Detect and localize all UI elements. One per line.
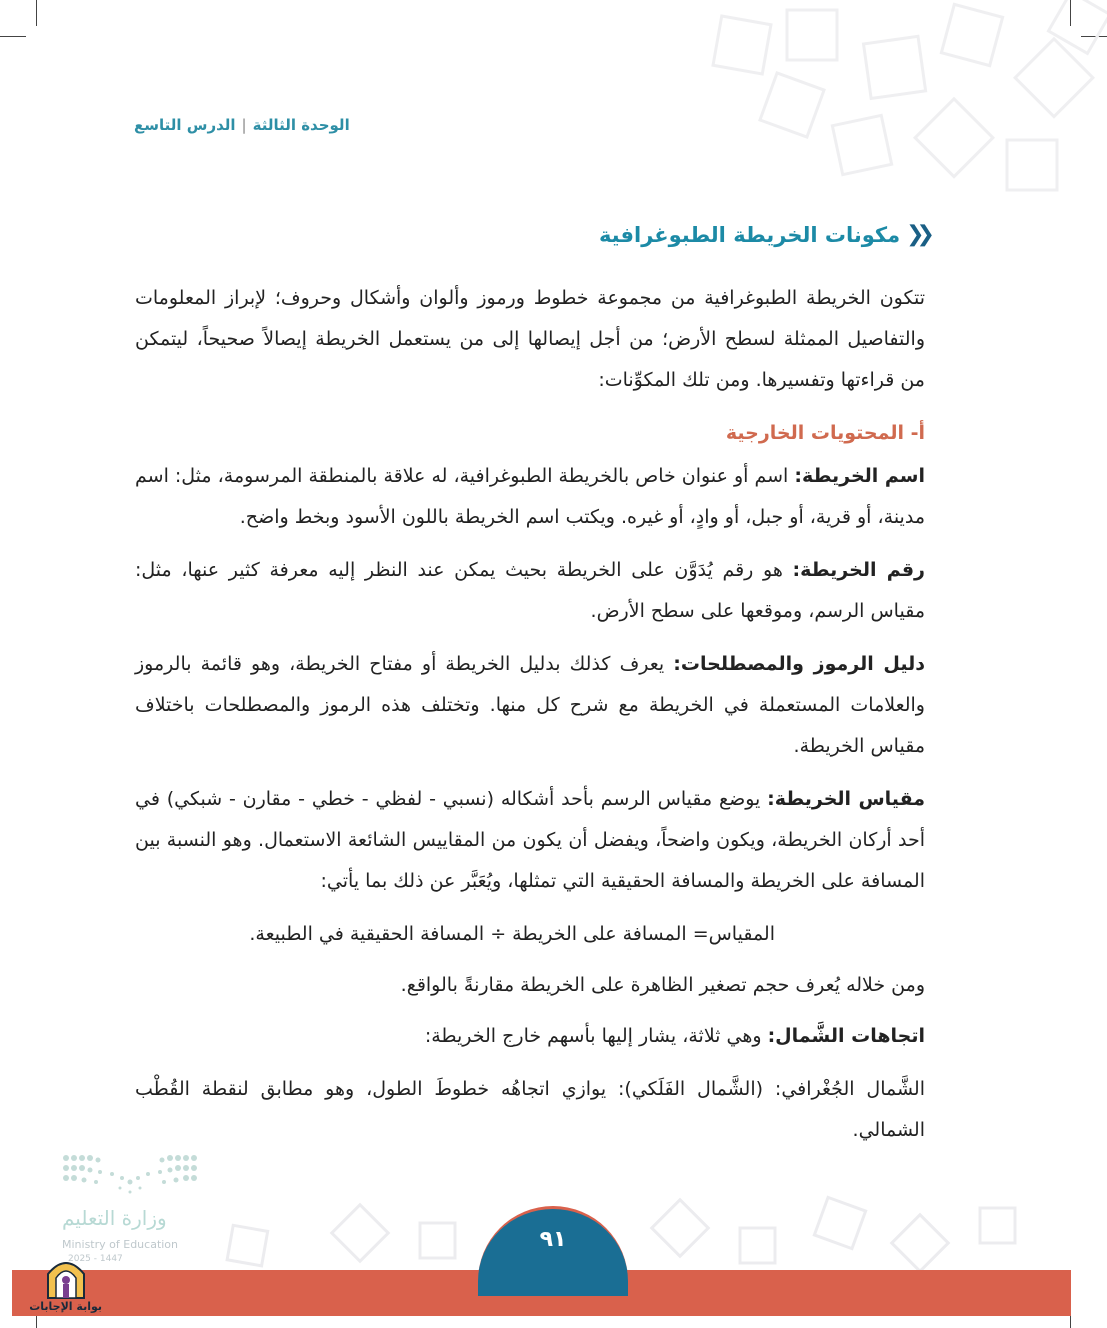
ministry-arabic-name: وزارة التعليم xyxy=(62,1206,167,1230)
text-map-name: اسم أو عنوان خاص بالخريطة الطبوغرافية، له علاقة بالمنطقة المرسومة، مثل: اسم مدينة، أو قرية، أو جبل، أو وادٍ، أو غيره. ويكتب اسم الخريطة باللون الأسود وبخط واضح. xyxy=(135,465,925,528)
item-map-name xyxy=(135,456,925,538)
answers-portal-logo xyxy=(30,1256,102,1320)
text-map-scale: يوضع مقياس الرسم بأحد أشكاله (نسبي - لفظي - خطي - مقارن - شبكي) في أحد أركان الخريطة، ويكون واضحاً، ويفضل أن يكون من المقاييس الشائعة الاستعمال. وهو النسبة بين المسافة على الخريطة والمسافة الحقيقية التي تمثلها، ويُعَبَّر عن ذلك بما يأتي: xyxy=(135,788,925,892)
term-north-directions: اتجاهات الشَّمال: xyxy=(767,1025,925,1047)
ministry-dots-icon xyxy=(60,1150,200,1200)
header-separator: | xyxy=(241,116,247,134)
term-legend: دليل الرموز والمصطلحات: xyxy=(673,653,926,675)
main-content xyxy=(135,278,925,1163)
ministry-english-name: Ministry of Education xyxy=(62,1238,179,1251)
term-map-name: اسم الخريطة: xyxy=(794,465,925,487)
unit-label: الوحدة الثالثة xyxy=(252,116,350,134)
item-map-scale xyxy=(135,779,925,902)
decorative-squares xyxy=(587,0,1107,210)
subheading-external-contents: أ- المحتويات الخارجية xyxy=(725,422,925,444)
text-north-directions: وهي ثلاثة، يشار إليها بأسهم خارج الخريطة: xyxy=(424,1025,768,1047)
section-title-text: مكونات الخريطة الطبوغرافية xyxy=(598,222,901,247)
scale-formula: المقياس= المسافة على الخريطة ÷ المسافة الحقيقية في الطبيعة. xyxy=(249,923,775,945)
crop-mark xyxy=(0,36,26,37)
item-north-directions xyxy=(135,1016,925,1057)
answers-portal-label: بوابة الإجابات xyxy=(29,1300,102,1313)
intro-paragraph: تتكون الخريطة الطبوغرافية من مجموعة خطوط ورموز وألوان وأشكال وحروف؛ لإبراز المعلومات والتفاصيل الممثلة لسطح الأرض؛ من أجل إيصالها إلى من يستعمل الخريطة إيصالاً صحيحاً، ليتمكن من قراءتها وتفسيرها. ومن تلك المكوِّنات: xyxy=(135,287,925,391)
item-legend xyxy=(135,644,925,767)
item-map-number xyxy=(135,550,925,632)
text-legend: يعرف كذلك بدليل الخريطة أو مفتاح الخريطة، وهو قائمة بالرموز والعلامات المستعملة في الخريطة مع شرح كل منها. وتختلف هذه الرموز والمصطلحات باختلاف مقياس الخريطة. xyxy=(135,653,925,757)
double-chevron-icon: ❮❮ xyxy=(906,222,927,247)
unit-lesson-header xyxy=(134,116,350,134)
term-map-number: رقم الخريطة: xyxy=(792,559,925,581)
crop-mark xyxy=(36,0,37,26)
page-number: ٩١ xyxy=(539,1227,567,1252)
section-title xyxy=(599,222,927,247)
gateway-arch-icon xyxy=(44,1256,88,1300)
formula-note: ومن خلاله يُعرف حجم تصغير الظاهرة على الخريطة مقارنةً بالواقع. xyxy=(400,974,925,996)
ministry-logo xyxy=(60,1150,220,1270)
lesson-label: الدرس التاسع xyxy=(134,116,236,134)
text-map-number: هو رقم يُدَوَّن على الخريطة بحيث يمكن عند النظر إليه معرفة كثير عنها، مثل: مقياس الرسم، وموقعها على سطح الأرض. xyxy=(135,559,925,622)
item-geographic-north: الشَّمال الجُغْرافي: (الشَّمال الفَلَكي): يوازي اتجاهُه خطوطَ الطول، وهو مطابق لنقطة القُطْب الشمالي. xyxy=(135,1078,925,1141)
term-map-scale: مقياس الخريطة: xyxy=(767,788,926,810)
ministry-year: 2025 - 1447 xyxy=(68,1254,123,1264)
